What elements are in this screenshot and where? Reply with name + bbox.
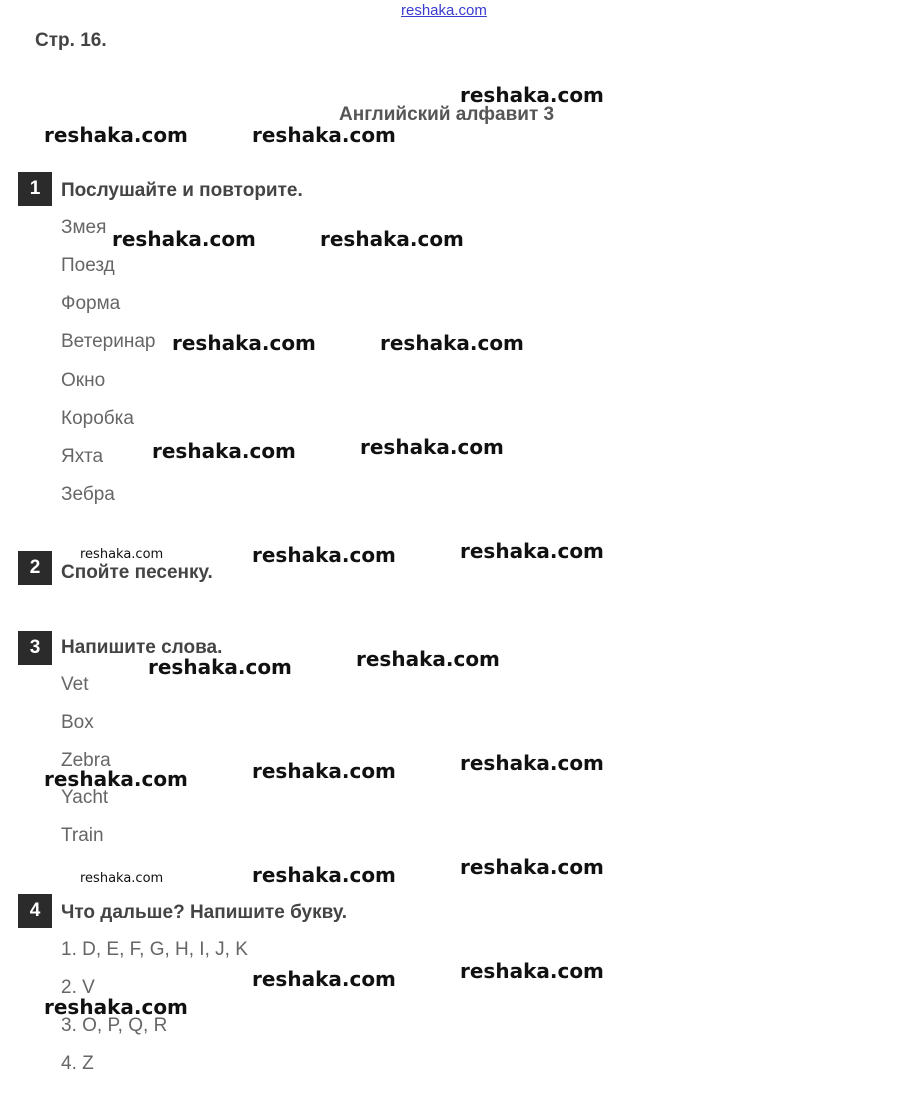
watermark: reshaka.com (460, 959, 604, 983)
watermark: reshaka.com (252, 759, 396, 783)
list-item: Поезд (61, 255, 115, 276)
list-item: Box (61, 712, 94, 733)
watermark: reshaka.com (152, 439, 296, 463)
watermark: reshaka.com (252, 863, 396, 887)
list-item: Змея (61, 217, 107, 238)
watermark: reshaka.com (460, 539, 604, 563)
watermark: reshaka.com (252, 123, 396, 147)
list-item: Zebra (61, 750, 111, 771)
watermark: reshaka.com (148, 655, 292, 679)
task-number-badge: 1 (18, 172, 52, 206)
list-item: 3. O, P, Q, R (61, 1015, 168, 1036)
watermark: reshaka.com (356, 647, 500, 671)
list-item: Коробка (61, 408, 134, 429)
list-item: Ветеринар (61, 331, 156, 352)
task-title: Напишите слова. (61, 637, 223, 658)
watermark: reshaka.com (112, 227, 256, 251)
watermark: reshaka.com (252, 543, 396, 567)
watermark: reshaka.com (80, 547, 164, 562)
task-number-badge: 2 (18, 551, 52, 585)
watermark: reshaka.com (320, 227, 464, 251)
list-item: Окно (61, 370, 106, 391)
page-title: Английский алфавит 3 (339, 104, 555, 125)
page-number: Стр. 16. (35, 30, 107, 51)
watermark: reshaka.com (460, 83, 604, 107)
task-number-badge: 3 (18, 631, 52, 665)
task-title: Что дальше? Напишите букву. (61, 902, 348, 923)
watermark: reshaka.com (460, 855, 604, 879)
list-item: 2. V (61, 977, 95, 998)
list-item: Vet (61, 674, 89, 695)
list-item: Yacht (61, 787, 109, 808)
watermark: reshaka.com (80, 871, 164, 886)
top-watermark: reshaka.com (401, 2, 487, 19)
watermark: reshaka.com (460, 751, 604, 775)
task-title: Послушайте и повторите. (61, 180, 303, 201)
list-item: 1. D, E, F, G, H, I, J, K (61, 939, 248, 960)
list-item: Train (61, 825, 104, 846)
watermark: reshaka.com (380, 331, 524, 355)
list-item: Яхта (61, 446, 104, 467)
watermark: reshaka.com (44, 123, 188, 147)
watermark: reshaka.com (44, 995, 188, 1019)
list-item: Форма (61, 293, 121, 314)
watermark: reshaka.com (44, 767, 188, 791)
task-title: Спойте песенку. (61, 562, 213, 583)
watermark: reshaka.com (172, 331, 316, 355)
task-number-badge: 4 (18, 894, 52, 928)
list-item: Зебра (61, 484, 115, 505)
watermark: reshaka.com (252, 967, 396, 991)
watermark: reshaka.com (360, 435, 504, 459)
list-item: 4. Z (61, 1053, 94, 1074)
